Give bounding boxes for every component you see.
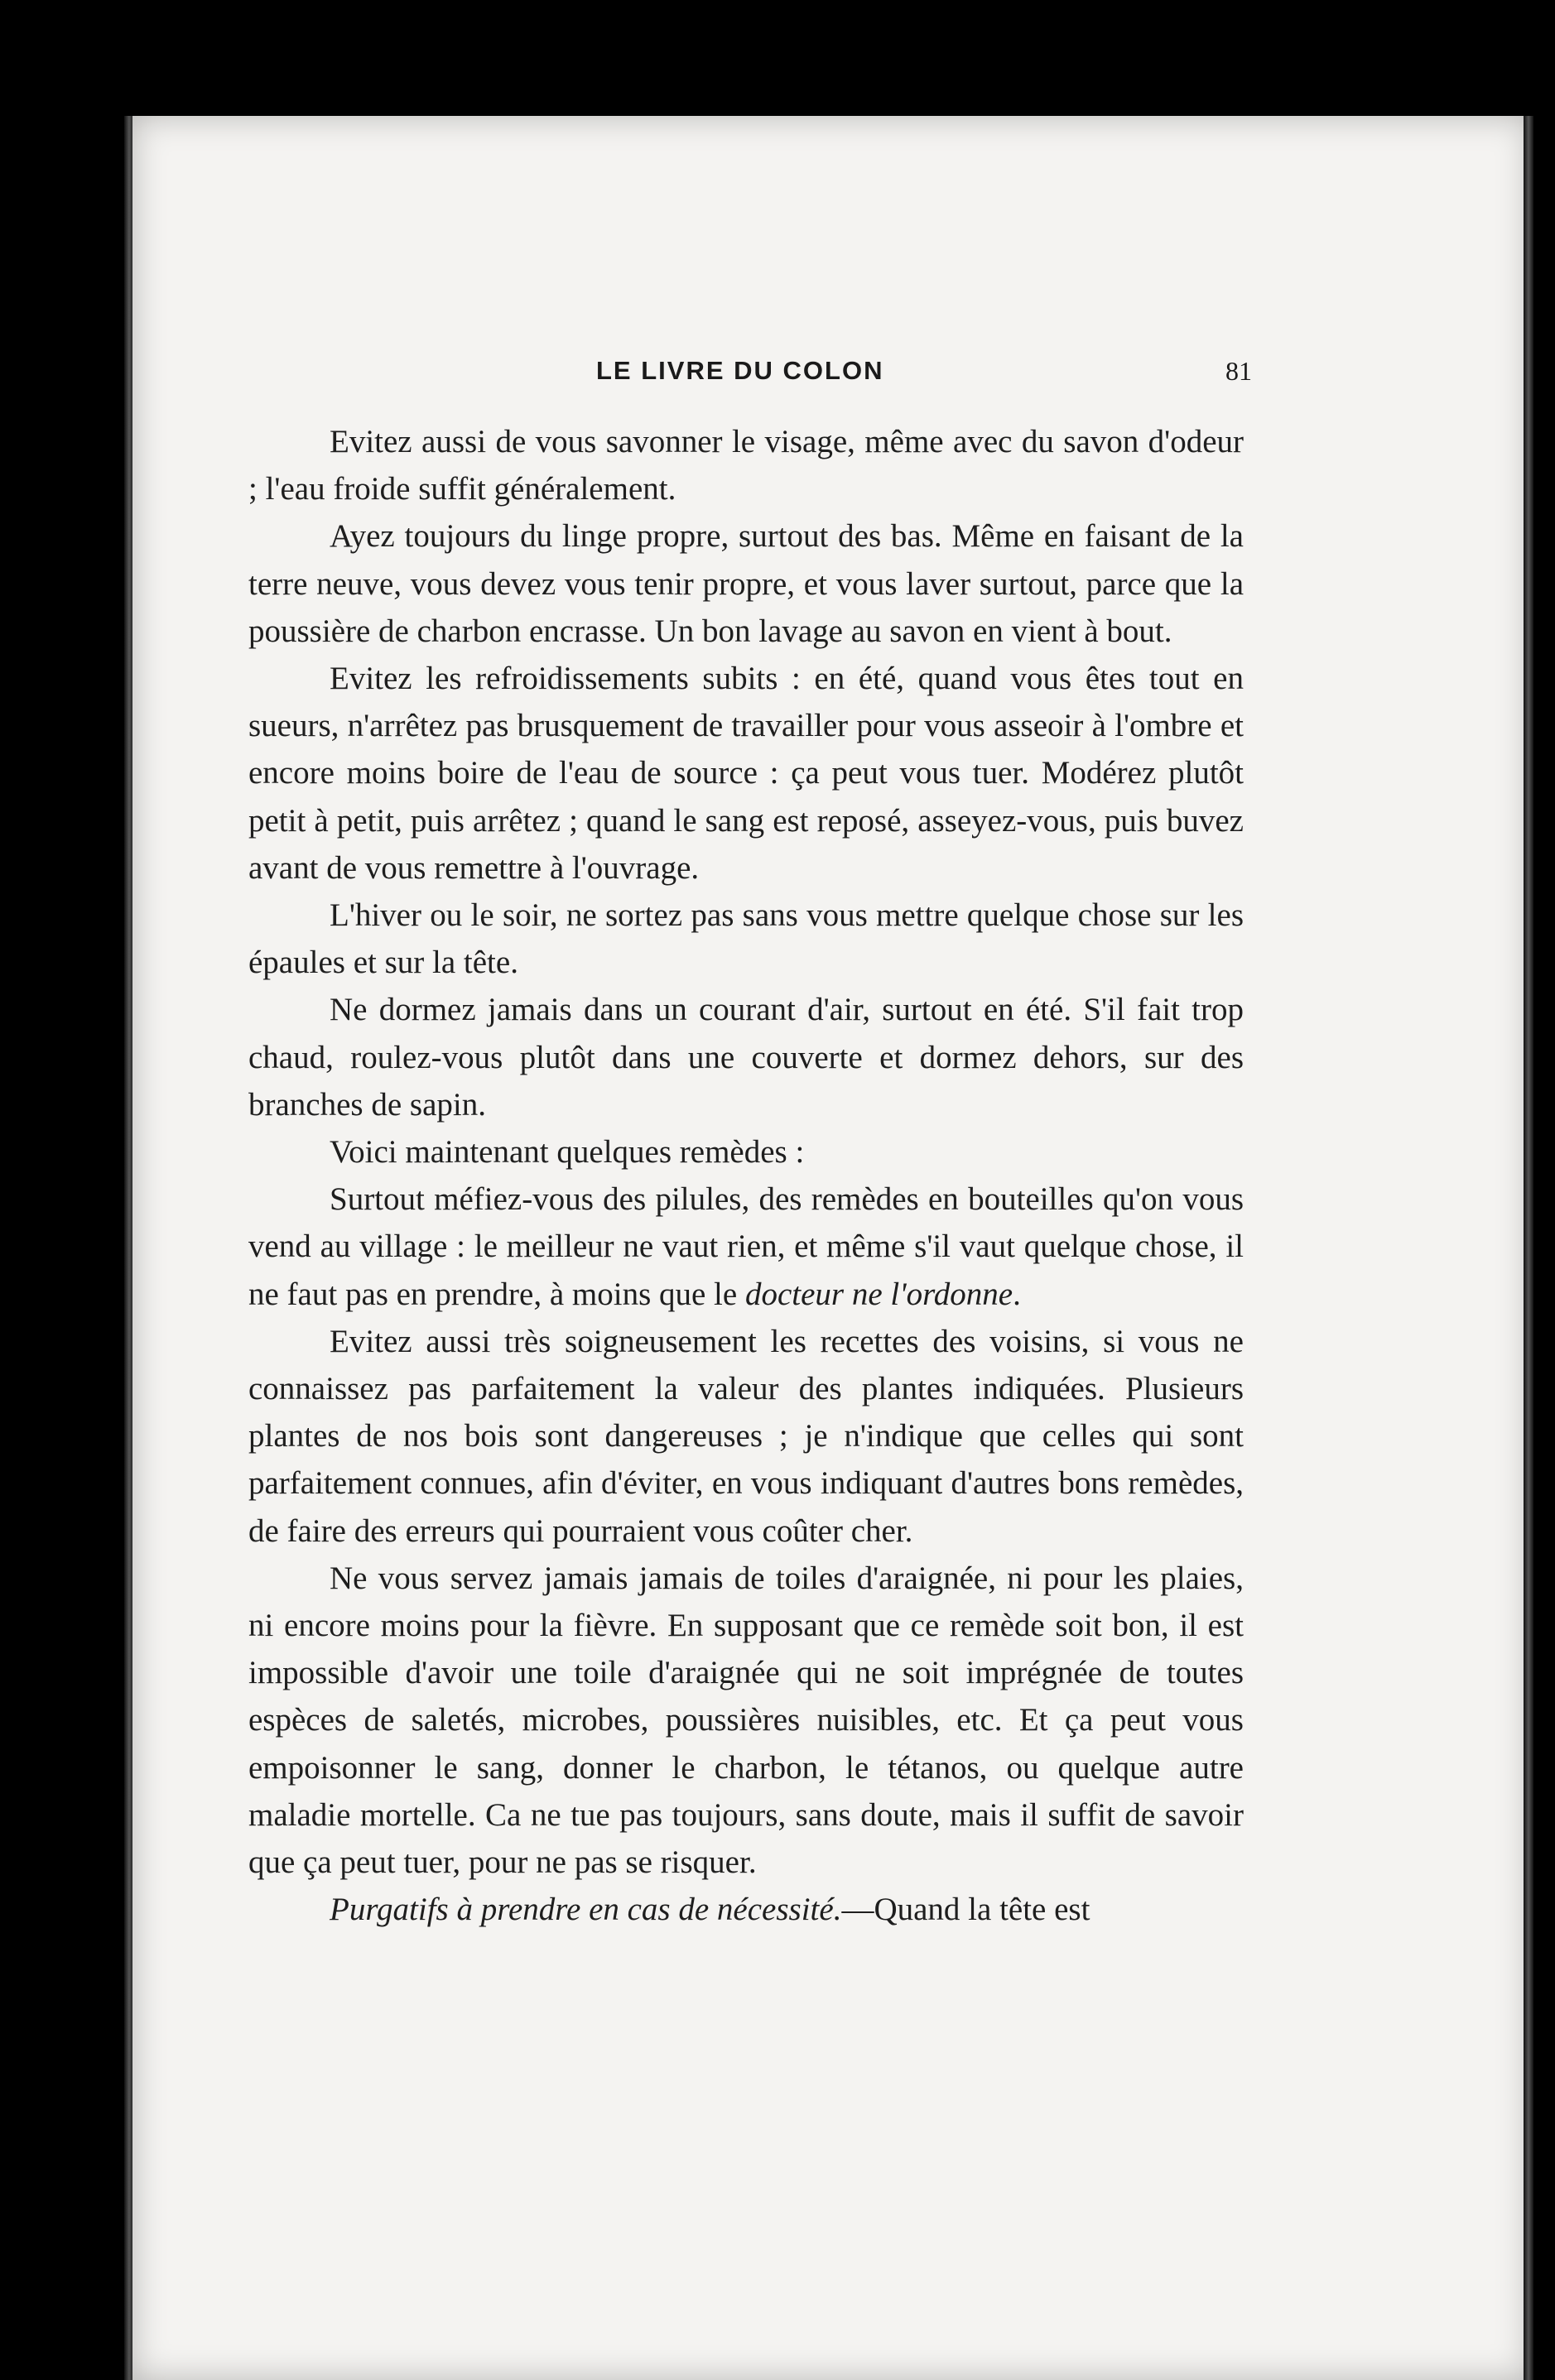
page-number: 81 (1225, 356, 1252, 386)
paragraph: Ne vous servez jamais jamais de toiles d'araignée, ni pour les plaies, ni encore moins pour la fièvre. En supposant que ce remède soit bon, il est impossible d'avoir une toile d'araignée qui ne soit imprégnée de toutes espèces de saletés, microbes, poussières nuisibles, etc. Et ça peut vous empoisonner le sang, donner le charbon, le tétanos, ou quelque autre maladie mortelle. Ca ne tue pas toujours, sans doute, mais il suffit de savoir que ça peut tuer, pour ne pas se risquer. (248, 1560, 1244, 1881)
paragraph: Evitez aussi de vous savonner le visage, même avec du savon d'odeur ; l'eau froide suffit généralement. (248, 424, 1244, 507)
paragraph: Ayez toujours du linge propre, surtout des bas. Même en faisant de la terre neuve, vous devez vous tenir propre, et vous laver surtout, parce que la poussière de charbon encrasse. Un bon lavage au savon en vient à bout. (248, 518, 1244, 649)
paragraph: Evitez les refroidissements subits : en été, quand vous êtes tout en sueurs, n'arrêtez pas brusquement de travailler pour vous asseoir à l'ombre et encore moins boire de l'eau de source : ça peut vous tuer. Modérez plutôt petit à petit, puis arrêtez ; quand le sang est reposé, asseyez-vous, puis buvez avant de vous remettre à l'ouvrage. (248, 661, 1244, 886)
body-text (248, 418, 1244, 1934)
running-title: LE LIVRE DU COLON (596, 356, 884, 385)
paragraph: Voici maintenant quelques remèdes : (330, 1134, 805, 1171)
paragraph: Ne dormez jamais dans un courant d'air, surtout en été. S'il fait trop chaud, roulez-vous plutôt dans une couverte et dormez dehors, sur des branches de sapin. (248, 992, 1244, 1123)
paragraph: Evitez aussi très soigneusement les recettes des voisins, si vous ne connaissez pas parfaitement la valeur des plantes indiquées. Plusieurs plantes de nos bois sont dangereuses ; je n'indique que celles qui sont parfaitement connues, afin d'éviter, en vous indiquant d'autres bons remèdes, de faire des erreurs qui pourraient vous coûter cher. (248, 1323, 1244, 1549)
paragraph: Surtout méfiez-vous des pilules, des remèdes en bouteilles qu'on vous vend au village : le meilleur ne vaut rien, et même s'il vaut quelque chose, il ne faut pas en prendre, à moins que le docteur ne l'ordonne. (248, 1181, 1244, 1312)
italic-heading: Purgatifs à prendre en cas de nécessité. (330, 1892, 842, 1928)
paragraph: Purgatifs à prendre en cas de nécessité.—Quand la tête est (330, 1892, 1090, 1928)
italic-text: docteur ne l'ordonne (744, 1276, 1013, 1312)
page-edge-right (1524, 116, 1533, 2380)
paragraph: L'hiver ou le soir, ne sortez pas sans vous mettre quelque chose sur les épaules et sur la tête. (248, 897, 1244, 981)
